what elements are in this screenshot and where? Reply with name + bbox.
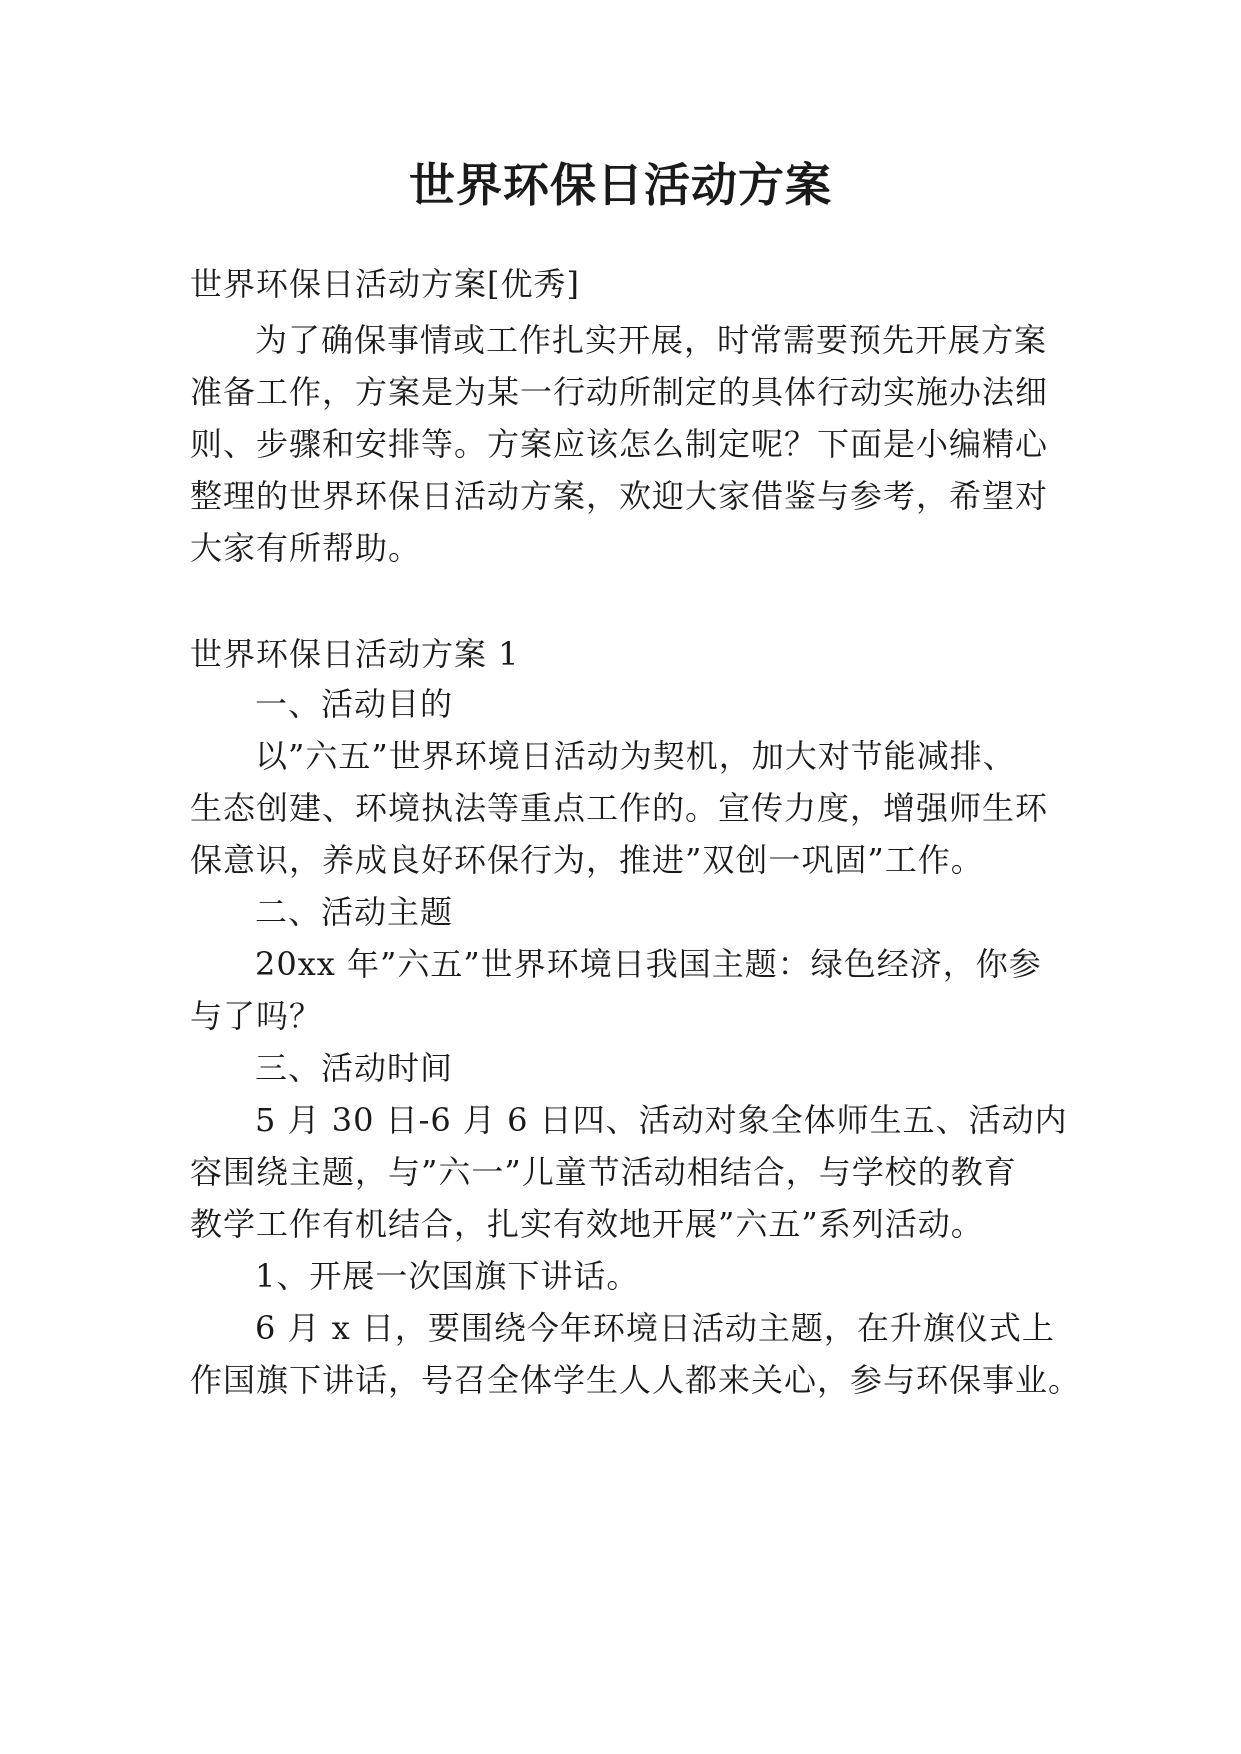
intro-line: 准备工作，方案是为某一行动所制定的具体行动实施办法细 xyxy=(190,373,1049,411)
document-title: 世界环保日活动方案 xyxy=(409,158,832,212)
intro-line: 大家有所帮助。 xyxy=(190,529,422,567)
theme-line: 20xx 年”六五”世界环境日我国主题：绿色经济，你参 xyxy=(255,945,1042,983)
purpose-line: 以”六五”世界环境日活动为契机，加大对节能减排、 xyxy=(255,737,1016,775)
item-line: 6 月 x 日，要围绕今年环境日活动主题，在升旗仪式上 xyxy=(255,1309,1055,1347)
time-line: 容围绕主题，与”六一”儿童节活动相结合，与学校的教育 xyxy=(190,1153,1017,1191)
document-subtitle: 世界环保日活动方案[优秀] xyxy=(190,265,580,303)
purpose-heading: 一、活动目的 xyxy=(255,685,454,723)
intro-line: 为了确保事情或工作扎实开展，时常需要预先开展方案 xyxy=(255,321,1048,359)
item-line: 作国旗下讲话，号召全体学生人人都来关心，参与环保事业。 xyxy=(190,1361,1082,1399)
purpose-line: 生态创建、环境执法等重点工作的。宣传力度，增强师生环 xyxy=(190,789,1049,827)
theme-line: 与了吗？ xyxy=(190,997,323,1035)
theme-heading: 二、活动主题 xyxy=(255,893,454,931)
item-heading: 1、开展一次国旗下讲话。 xyxy=(255,1257,640,1295)
time-line: 5 月 30 日-6 月 6 日四、活动对象全体师生五、活动内 xyxy=(255,1101,1068,1139)
section-title: 世界环保日活动方案 1 xyxy=(190,635,520,673)
time-heading: 三、活动时间 xyxy=(255,1049,454,1087)
intro-line: 整理的世界环保日活动方案，欢迎大家借鉴与参考，希望对 xyxy=(190,477,1049,515)
intro-line: 则、步骤和安排等。方案应该怎么制定呢？下面是小编精心 xyxy=(190,425,1049,463)
time-line: 教学工作有机结合，扎实有效地开展”六五”系列活动。 xyxy=(190,1205,984,1243)
purpose-line: 保意识，养成良好环保行为，推进”双创一巩固”工作。 xyxy=(190,841,984,879)
